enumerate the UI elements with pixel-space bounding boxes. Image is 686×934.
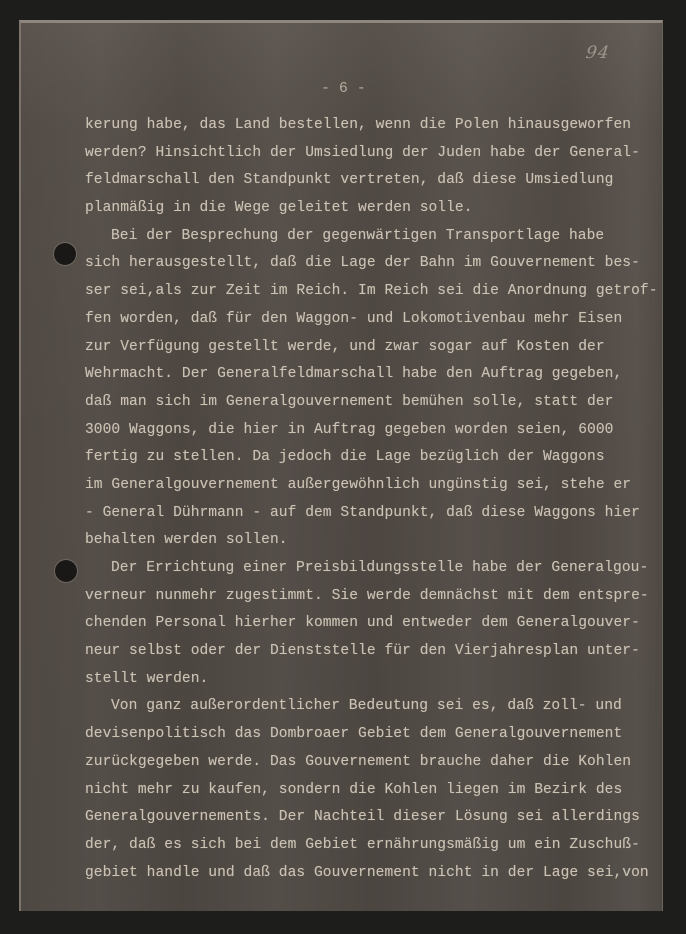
text-line: behalten werden sollen. [85, 532, 288, 549]
text-line: planmäßig in die Wege geleitet werden solle. [85, 200, 473, 217]
text-line: zurückgegeben werde. Das Gouvernement brauche daher die Kohlen [85, 753, 632, 770]
text-line: werden? Hinsichtlich der Umsiedlung der Juden habe der General- [85, 144, 640, 161]
page-number: - 6 - [321, 81, 366, 97]
paragraph-start-line: Der Errichtung einer Preisbildungsstelle habe der Generalgou- [111, 560, 649, 576]
text-line: Wehrmacht. Der Generalfeldmarschall habe den Auftrag gegeben, [85, 366, 623, 383]
paragraph-start-line: Bei der Besprechung der gegenwärtigen Transportlage habe [111, 227, 605, 244]
text-line: sich herausgestellt, daß die Lage der Bahn im Gouvernement bes- [85, 255, 640, 272]
text-line: im Generalgouvernement außergewöhnlich ungünstig sei, stehe er [85, 476, 632, 493]
text-line: chenden Personal hierher kommen und entweder dem Generalgouver- [85, 615, 640, 632]
text-line: zur Verfügung gestellt werde, und zwar sogar auf Kosten der [85, 338, 605, 355]
text-line: 3000 Waggons, die hier in Auftrag gegeben worden seien, 6000 [85, 421, 614, 438]
text-line: kerung habe, das Land bestellen, wenn die Polen hinausgeworfen [85, 117, 632, 133]
text-line: fertig zu stellen. Da jedoch die Lage bezüglich der Waggons [85, 449, 605, 466]
text-line: - General Dührmann - auf dem Standpunkt, daß diese Waggons hier [85, 504, 640, 521]
paragraph-start-line: Von ganz außerordentlicher Bedeutung sei es, daß zoll- und [111, 698, 622, 715]
text-line: gebiet handle und daß das Gouvernement nicht in der Lage sei,von [85, 864, 649, 881]
handwritten-folio-number: 94 [584, 43, 612, 63]
text-line: nicht mehr zu kaufen, sondern die Kohlen liegen im Bezirk des [85, 781, 623, 798]
document-page [19, 20, 663, 911]
text-line: der, daß es sich bei dem Gebiet ernährungsmäßig um ein Zuschuß- [85, 836, 640, 853]
text-line: ser sei,als zur Zeit im Reich. Im Reich sei die Anordnung getrof- [85, 283, 658, 300]
punch-hole-icon [54, 243, 76, 265]
text-line: feldmarschall den Standpunkt vertreten, daß diese Umsiedlung [85, 172, 614, 189]
text-line: Generalgouvernements. Der Nachteil dieser Lösung sei allerdings [85, 809, 640, 826]
typed-body-text [85, 112, 658, 887]
text-line: verneur nunmehr zugestimmt. Sie werde demnächst mit dem entspre- [85, 587, 649, 604]
text-line: devisenpolitisch das Dombroaer Gebiet dem Generalgouvernement [85, 726, 623, 743]
punch-hole-icon [55, 560, 77, 582]
text-line: stellt werden. [85, 670, 209, 687]
text-line: fen worden, daß für den Waggon- und Lokomotivenbau mehr Eisen [85, 310, 623, 327]
text-line: neur selbst oder der Dienststelle für den Vierjahresplan unter- [85, 643, 640, 660]
text-line: daß man sich im Generalgouvernement bemühen solle, statt der [85, 393, 614, 410]
